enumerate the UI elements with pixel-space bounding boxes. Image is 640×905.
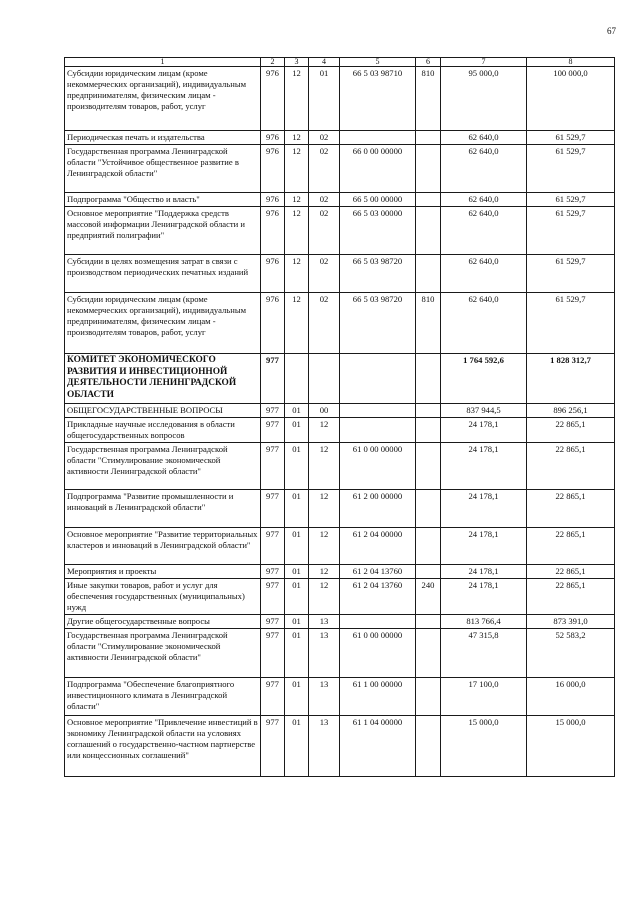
expense-type-cell: [416, 678, 441, 716]
row-name-cell: Подпрограмма "Развитие промышленности и инноваций в Ленинградской области": [65, 490, 261, 528]
subsection-code-cell: 00: [309, 404, 340, 418]
row-name-cell: Основное мероприятие "Поддержка средств массовой информации Ленинградской области и предприятий полиграфии": [65, 207, 261, 255]
amount-year1-cell: 24 178,1: [441, 443, 527, 490]
amount-year2-cell: 22 865,1: [527, 490, 615, 528]
section-code-cell: 01: [285, 579, 309, 615]
section-code-cell: 01: [285, 716, 309, 777]
amount-year2-cell: 61 529,7: [527, 145, 615, 193]
amount-year1-cell: 24 178,1: [441, 528, 527, 565]
expense-type-cell: [416, 615, 441, 629]
expense-type-cell: 810: [416, 293, 441, 354]
table-row: [65, 528, 615, 565]
subsection-code-cell: 13: [309, 716, 340, 777]
target-article-cell: 61 1 04 00000: [340, 716, 416, 777]
ministry-code-cell: 976: [261, 131, 285, 145]
amount-year2-cell: 15 000,0: [527, 716, 615, 777]
section-code-cell: 01: [285, 615, 309, 629]
target-article-cell: [340, 404, 416, 418]
expense-type-cell: [416, 490, 441, 528]
subsection-code-cell: 02: [309, 293, 340, 354]
expense-type-cell: [416, 443, 441, 490]
section-code-cell: 01: [285, 629, 309, 678]
expense-type-cell: [416, 565, 441, 579]
column-header: 6: [416, 58, 441, 67]
expense-type-cell: 810: [416, 67, 441, 131]
expense-type-cell: [416, 528, 441, 565]
ministry-code-cell: 977: [261, 443, 285, 490]
table-row: [65, 579, 615, 615]
amount-year1-cell: 47 315,8: [441, 629, 527, 678]
target-article-cell: [340, 354, 416, 404]
row-name-cell: ОБЩЕГОСУДАРСТВЕННЫЕ ВОПРОСЫ: [65, 404, 261, 418]
amount-year2-cell: 22 865,1: [527, 443, 615, 490]
section-code-cell: 01: [285, 404, 309, 418]
section-code-cell: 01: [285, 528, 309, 565]
ministry-code-cell: 976: [261, 193, 285, 207]
section-code-cell: 01: [285, 678, 309, 716]
subsection-code-cell: 13: [309, 629, 340, 678]
subsection-code-cell: 02: [309, 131, 340, 145]
target-article-cell: 66 5 03 98710: [340, 67, 416, 131]
row-name-cell: Государственная программа Ленинградской области "Стимулирование экономической активности Ленинградской области": [65, 443, 261, 490]
section-code-cell: 12: [285, 193, 309, 207]
target-article-cell: 66 5 00 00000: [340, 193, 416, 207]
column-header: 7: [441, 58, 527, 67]
ministry-code-cell: 977: [261, 354, 285, 404]
subsection-code-cell: 13: [309, 615, 340, 629]
table-row: [65, 716, 615, 777]
section-code-cell: 12: [285, 207, 309, 255]
target-article-cell: [340, 131, 416, 145]
section-code-cell: 12: [285, 255, 309, 293]
row-name-cell: Государственная программа Ленинградской области "Стимулирование экономической активности Ленинградской области": [65, 629, 261, 678]
row-name-cell: Субсидии юридическим лицам (кроме некоммерческих организаций), индивидуальным предпринимателям, физическим лицам - производителям товаров, работ, услуг: [65, 293, 261, 354]
amount-year1-cell: 62 640,0: [441, 145, 527, 193]
subsection-code-cell: [309, 354, 340, 404]
amount-year1-cell: 62 640,0: [441, 131, 527, 145]
subsection-code-cell: 12: [309, 418, 340, 443]
amount-year2-cell: 100 000,0: [527, 67, 615, 131]
amount-year1-cell: 62 640,0: [441, 293, 527, 354]
target-article-cell: 61 2 04 13760: [340, 579, 416, 615]
column-header: 3: [285, 58, 309, 67]
amount-year2-cell: 61 529,7: [527, 293, 615, 354]
table-row: [65, 354, 615, 404]
amount-year2-cell: 873 391,0: [527, 615, 615, 629]
target-article-cell: 66 5 03 98720: [340, 293, 416, 354]
amount-year2-cell: 61 529,7: [527, 255, 615, 293]
amount-year1-cell: 837 944,5: [441, 404, 527, 418]
amount-year1-cell: 24 178,1: [441, 565, 527, 579]
ministry-code-cell: 977: [261, 678, 285, 716]
expense-type-cell: [416, 716, 441, 777]
target-article-cell: [340, 615, 416, 629]
amount-year1-cell: 62 640,0: [441, 207, 527, 255]
table-row: [65, 629, 615, 678]
subsection-code-cell: 12: [309, 565, 340, 579]
subsection-code-cell: 02: [309, 255, 340, 293]
table-row: [65, 67, 615, 131]
table-row: [65, 293, 615, 354]
table-row: [65, 207, 615, 255]
table-row: [65, 565, 615, 579]
target-article-cell: 66 5 03 98720: [340, 255, 416, 293]
amount-year2-cell: 16 000,0: [527, 678, 615, 716]
amount-year2-cell: 61 529,7: [527, 131, 615, 145]
table-row: [65, 193, 615, 207]
amount-year1-cell: 62 640,0: [441, 193, 527, 207]
amount-year2-cell: 22 865,1: [527, 528, 615, 565]
amount-year1-cell: 62 640,0: [441, 255, 527, 293]
amount-year2-cell: 22 865,1: [527, 565, 615, 579]
amount-year2-cell: 61 529,7: [527, 207, 615, 255]
budget-table: [64, 57, 615, 777]
target-article-cell: 61 0 00 00000: [340, 443, 416, 490]
target-article-cell: 61 2 04 13760: [340, 565, 416, 579]
page-number: 67: [607, 26, 616, 36]
table-row: [65, 490, 615, 528]
row-name-cell: Субсидии юридическим лицам (кроме некоммерческих организаций), индивидуальным предпринимателям, физическим лицам - производителям товаров, работ, услуг: [65, 67, 261, 131]
column-header: 8: [527, 58, 615, 67]
subsection-code-cell: 01: [309, 67, 340, 131]
table-header-row: [65, 58, 615, 67]
row-name-cell: Другие общегосударственные вопросы: [65, 615, 261, 629]
subsection-code-cell: 12: [309, 528, 340, 565]
expense-type-cell: [416, 404, 441, 418]
amount-year2-cell: 896 256,1: [527, 404, 615, 418]
ministry-code-cell: 976: [261, 145, 285, 193]
subsection-code-cell: 02: [309, 145, 340, 193]
subsection-code-cell: 13: [309, 678, 340, 716]
ministry-code-cell: 977: [261, 579, 285, 615]
expense-type-cell: [416, 193, 441, 207]
amount-year1-cell: 24 178,1: [441, 418, 527, 443]
ministry-code-cell: 977: [261, 404, 285, 418]
section-code-cell: [285, 354, 309, 404]
target-article-cell: 61 2 00 00000: [340, 490, 416, 528]
target-article-cell: 61 0 00 00000: [340, 629, 416, 678]
target-article-cell: 61 2 04 00000: [340, 528, 416, 565]
row-name-cell: Основное мероприятие "Привлечение инвестиций в экономику Ленинградской области на условиях соглашений о государственно-частном партнерстве или концессионных соглашений": [65, 716, 261, 777]
target-article-cell: 66 5 03 00000: [340, 207, 416, 255]
amount-year2-cell: 22 865,1: [527, 579, 615, 615]
ministry-code-cell: 976: [261, 293, 285, 354]
expense-type-cell: [416, 629, 441, 678]
subsection-code-cell: 12: [309, 443, 340, 490]
section-code-cell: 01: [285, 418, 309, 443]
amount-year1-cell: 95 000,0: [441, 67, 527, 131]
row-name-cell: Мероприятия и проекты: [65, 565, 261, 579]
section-code-cell: 01: [285, 443, 309, 490]
subsection-code-cell: 12: [309, 579, 340, 615]
amount-year1-cell: 15 000,0: [441, 716, 527, 777]
amount-year1-cell: 813 766,4: [441, 615, 527, 629]
target-article-cell: 66 0 00 00000: [340, 145, 416, 193]
ministry-code-cell: 977: [261, 629, 285, 678]
ministry-code-cell: 977: [261, 615, 285, 629]
ministry-code-cell: 977: [261, 418, 285, 443]
subsection-code-cell: 02: [309, 207, 340, 255]
table-row: [65, 615, 615, 629]
amount-year2-cell: 52 583,2: [527, 629, 615, 678]
table-row: [65, 131, 615, 145]
section-code-cell: 01: [285, 565, 309, 579]
target-article-cell: 61 1 00 00000: [340, 678, 416, 716]
table-row: [65, 404, 615, 418]
amount-year1-cell: 17 100,0: [441, 678, 527, 716]
expense-type-cell: [416, 255, 441, 293]
ministry-code-cell: 976: [261, 207, 285, 255]
row-name-cell: Периодическая печать и издательства: [65, 131, 261, 145]
ministry-code-cell: 977: [261, 490, 285, 528]
expense-type-cell: [416, 207, 441, 255]
section-code-cell: 12: [285, 145, 309, 193]
amount-year1-cell: 24 178,1: [441, 579, 527, 615]
amount-year2-cell: 1 828 312,7: [527, 354, 615, 404]
row-name-cell: Иные закупки товаров, работ и услуг для обеспечения государственных (муниципальных) нужд: [65, 579, 261, 615]
row-name-cell: Субсидии в целях возмещения затрат в связи с производством периодических печатных изданий: [65, 255, 261, 293]
row-name-cell: Основное мероприятие "Развитие территориальных кластеров и инноваций в Ленинградской области": [65, 528, 261, 565]
expense-type-cell: [416, 131, 441, 145]
ministry-code-cell: 976: [261, 67, 285, 131]
row-name-cell: Подпрограмма "Общество и власть": [65, 193, 261, 207]
amount-year2-cell: 22 865,1: [527, 418, 615, 443]
ministry-code-cell: 976: [261, 255, 285, 293]
expense-type-cell: 240: [416, 579, 441, 615]
table-row: [65, 418, 615, 443]
section-code-cell: 12: [285, 131, 309, 145]
column-header: 1: [65, 58, 261, 67]
table-row: [65, 145, 615, 193]
expense-type-cell: [416, 418, 441, 443]
amount-year1-cell: 1 764 592,6: [441, 354, 527, 404]
ministry-code-cell: 977: [261, 565, 285, 579]
section-code-cell: 01: [285, 490, 309, 528]
column-header: 5: [340, 58, 416, 67]
ministry-code-cell: 977: [261, 528, 285, 565]
table-row: [65, 255, 615, 293]
section-code-cell: 12: [285, 67, 309, 131]
target-article-cell: [340, 418, 416, 443]
amount-year2-cell: 61 529,7: [527, 193, 615, 207]
table-row: [65, 443, 615, 490]
expense-type-cell: [416, 145, 441, 193]
ministry-code-cell: 977: [261, 716, 285, 777]
section-code-cell: 12: [285, 293, 309, 354]
row-name-cell: Государственная программа Ленинградской области "Устойчивое общественное развитие в Ленинградской области": [65, 145, 261, 193]
row-name-cell: КОМИТЕТ ЭКОНОМИЧЕСКОГО РАЗВИТИЯ И ИНВЕСТИЦИОННОЙ ДЕЯТЕЛЬНОСТИ ЛЕНИНГРАДСКОЙ ОБЛАСТИ: [65, 354, 261, 404]
column-header: 4: [309, 58, 340, 67]
table-row: [65, 678, 615, 716]
amount-year1-cell: 24 178,1: [441, 490, 527, 528]
expense-type-cell: [416, 354, 441, 404]
subsection-code-cell: 02: [309, 193, 340, 207]
column-header: 2: [261, 58, 285, 67]
row-name-cell: Прикладные научные исследования в области общегосударственных вопросов: [65, 418, 261, 443]
subsection-code-cell: 12: [309, 490, 340, 528]
row-name-cell: Подпрограмма "Обеспечение благоприятного инвестиционного климата в Ленинградской области": [65, 678, 261, 716]
